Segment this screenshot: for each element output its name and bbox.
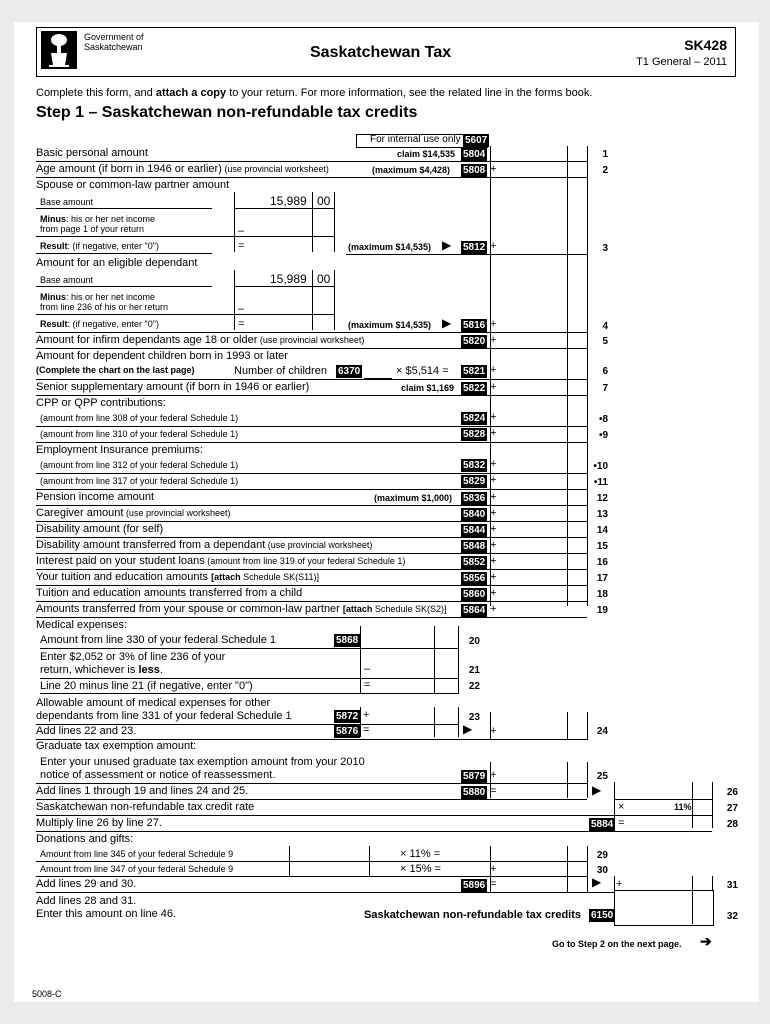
line-num-1: 1 bbox=[602, 149, 608, 160]
rate-value: 11% bbox=[674, 802, 692, 812]
line-num-28: 28 bbox=[726, 819, 738, 830]
code-5864: 5864 bbox=[463, 605, 486, 616]
intro-text bbox=[36, 87, 592, 99]
equals: = bbox=[618, 817, 625, 829]
line-num-19: 19 bbox=[596, 605, 608, 616]
result-text: : (if negative, enter "0") bbox=[67, 319, 159, 329]
line-2-input[interactable] bbox=[500, 164, 568, 177]
form-subtitle: T1 General – 2011 bbox=[636, 56, 727, 68]
internal-use-label: For internal use only bbox=[370, 134, 461, 145]
form-page bbox=[14, 22, 759, 1002]
code-5848: 5848 bbox=[463, 541, 486, 552]
code-6150: 6150 bbox=[591, 910, 614, 921]
sk-credits-label: Saskatchewan non-refundable tax credits bbox=[364, 909, 582, 921]
spouse-transfer-attach: [attach bbox=[342, 604, 373, 614]
plus: + bbox=[490, 318, 497, 330]
spouse-transfer-sched: Schedule SK(S2)] bbox=[372, 604, 447, 614]
plus: + bbox=[490, 571, 497, 583]
basic-claim: claim $14,535 bbox=[397, 149, 456, 159]
code-5840: 5840 bbox=[463, 509, 486, 520]
spouse-max: (maximum $14,535) bbox=[348, 242, 432, 252]
plus: + bbox=[490, 725, 497, 737]
eligible-minus-2: from line 236 of his or her return bbox=[40, 302, 169, 312]
rule bbox=[434, 707, 435, 737]
disability-label: Disability amount (for self) bbox=[36, 523, 164, 535]
grad-2: notice of assessment or notice of reassessment. bbox=[40, 769, 276, 781]
code-5808: 5808 bbox=[463, 165, 486, 176]
basic-label: Basic personal amount bbox=[36, 147, 148, 159]
code-5844: 5844 bbox=[463, 525, 486, 536]
spouse-base-dollars: 15,989 bbox=[270, 194, 307, 208]
disability-dep-text: Disability amount transferred from a dependant bbox=[36, 539, 266, 551]
line-num-8: •8 bbox=[598, 414, 608, 425]
caregiver-label bbox=[36, 507, 230, 519]
equals: = bbox=[490, 878, 497, 890]
line-num-17: 17 bbox=[596, 573, 608, 584]
rule bbox=[490, 876, 491, 892]
code-5822: 5822 bbox=[463, 383, 486, 394]
age-text: Age amount (if born in 1946 or earlier) bbox=[36, 163, 222, 175]
infirm-label bbox=[36, 334, 364, 346]
age-ws: (use provincial worksheet) bbox=[221, 164, 329, 174]
spouse-result bbox=[40, 241, 159, 251]
spouse-base-cents: 00 bbox=[317, 194, 331, 208]
cpp310-label: (amount from line 310 of your federal Schedule 1) bbox=[40, 429, 239, 439]
step-title: Step 1 – Saskatchewan non-refundable tax credits bbox=[36, 104, 418, 121]
tuition-label bbox=[36, 571, 319, 583]
plus: + bbox=[490, 769, 497, 781]
line-num-7: 7 bbox=[602, 383, 608, 394]
plus: + bbox=[490, 427, 497, 439]
rule bbox=[40, 648, 458, 649]
rule bbox=[36, 831, 712, 832]
num-children-label: Number of children bbox=[234, 365, 327, 377]
plus: + bbox=[490, 863, 497, 875]
minus-bold: Minus bbox=[40, 292, 66, 302]
equals: = bbox=[490, 785, 497, 797]
line-num-12: 12 bbox=[596, 493, 608, 504]
intro-pre: Complete this form, and bbox=[36, 87, 156, 99]
plus: + bbox=[490, 411, 497, 423]
rule bbox=[36, 395, 587, 396]
rule bbox=[36, 617, 587, 618]
line-32-input[interactable] bbox=[628, 908, 694, 922]
code-5820: 5820 bbox=[463, 336, 486, 347]
rule bbox=[234, 192, 235, 252]
line-num-10: •10 bbox=[593, 461, 608, 472]
code-5852: 5852 bbox=[463, 557, 486, 568]
intro-bold: attach a copy bbox=[155, 87, 227, 99]
line-num-20: 20 bbox=[468, 636, 480, 647]
med-enter-2 bbox=[40, 664, 163, 676]
plus: + bbox=[490, 240, 497, 252]
rule bbox=[36, 505, 587, 506]
result-bold: Result bbox=[40, 319, 68, 329]
minus-text: : his or her net income bbox=[66, 214, 156, 224]
result-bold: Result bbox=[40, 241, 68, 251]
add2831-label: Add lines 28 and 31. bbox=[36, 895, 137, 907]
line-num-6: 6 bbox=[602, 366, 608, 377]
rule bbox=[36, 442, 587, 443]
rule bbox=[36, 521, 587, 522]
rule bbox=[234, 286, 334, 287]
age-max: (maximum $4,428) bbox=[372, 165, 451, 175]
line-num-15: 15 bbox=[596, 541, 608, 552]
saskatchewan-logo bbox=[41, 31, 77, 69]
rule bbox=[36, 426, 587, 427]
rule bbox=[36, 236, 334, 237]
rule bbox=[346, 254, 587, 255]
interest-text: Interest paid on your student loans bbox=[36, 555, 205, 567]
line-num-13: 13 bbox=[596, 509, 608, 520]
children-rate: × $5,514 = bbox=[396, 365, 449, 377]
tuition-text: Your tuition and education amounts bbox=[36, 571, 212, 583]
arrow-right-icon: ▶ bbox=[592, 783, 602, 797]
code-5880: 5880 bbox=[463, 787, 486, 798]
rule bbox=[490, 712, 491, 740]
cpp-label: CPP or QPP contributions: bbox=[36, 397, 166, 409]
code-5829: 5829 bbox=[463, 476, 486, 487]
arrow-right-icon: ➔ bbox=[700, 933, 712, 949]
line-num-4: 4 bbox=[602, 321, 608, 332]
line-num-16: 16 bbox=[596, 557, 608, 568]
equals: = bbox=[238, 240, 245, 252]
med-enter-1: Enter $2,052 or 3% of line 236 of your bbox=[40, 651, 226, 663]
disability-dep-ws: (use provincial worksheet) bbox=[265, 540, 373, 550]
spouse-minus-2: from page 1 of your return bbox=[40, 224, 145, 234]
allowable-1: Allowable amount of medical expenses for other bbox=[36, 697, 271, 709]
grad-label: Graduate tax exemption amount: bbox=[36, 740, 197, 752]
grad-1: Enter your unused graduate tax exemption amount from your 2010 bbox=[40, 756, 365, 768]
line-num-29: 29 bbox=[596, 850, 608, 861]
eligible-base-label: Base amount bbox=[40, 275, 94, 285]
line-num-25: 25 bbox=[596, 771, 608, 782]
med330-label: Amount from line 330 of your federal Schedule 1 bbox=[40, 634, 277, 646]
caregiver-text: Caregiver amount bbox=[36, 507, 124, 519]
rule bbox=[36, 208, 212, 209]
caregiver-ws: (use provincial worksheet) bbox=[123, 508, 231, 518]
ei317-label: (amount from line 317 of your federal Schedule 1) bbox=[40, 476, 239, 486]
code-5860: 5860 bbox=[463, 589, 486, 600]
rule bbox=[434, 626, 435, 694]
senior-label: Senior supplementary amount (if born in 1946 or earlier) bbox=[36, 381, 310, 393]
arrow-right-icon: ▶ bbox=[442, 238, 452, 252]
interest-label bbox=[36, 555, 405, 567]
rule bbox=[614, 799, 712, 800]
code-5836: 5836 bbox=[463, 493, 486, 504]
rule bbox=[36, 601, 587, 602]
add2930-label: Add lines 29 and 30. bbox=[36, 878, 137, 890]
code-5816: 5816 bbox=[463, 320, 486, 331]
line-num-14: 14 bbox=[596, 525, 608, 536]
donations-label: Donations and gifts: bbox=[36, 833, 134, 845]
rule bbox=[36, 783, 587, 784]
num-children-input[interactable] bbox=[364, 365, 392, 379]
code-5607: 5607 bbox=[465, 135, 488, 146]
med-enter-2c: . bbox=[159, 664, 163, 676]
code-5812: 5812 bbox=[463, 242, 486, 253]
rule bbox=[36, 253, 212, 254]
form-title: Saskatchewan Tax bbox=[310, 44, 452, 61]
spouse-net-income-input[interactable] bbox=[246, 222, 314, 235]
med-enter-2b: less bbox=[138, 664, 160, 676]
age-label bbox=[36, 163, 329, 175]
eligible-base-cents: 00 bbox=[317, 272, 331, 286]
senior-claim: claim $1,169 bbox=[401, 383, 455, 393]
line-num-21: 21 bbox=[468, 665, 480, 676]
code-5872: 5872 bbox=[336, 711, 359, 722]
line-num-2: 2 bbox=[602, 165, 608, 176]
line-num-3: 3 bbox=[602, 243, 608, 254]
rule bbox=[36, 537, 587, 538]
code-5884: 5884 bbox=[591, 819, 614, 830]
multiply-label: Multiply line 26 by line 27. bbox=[36, 817, 162, 829]
don347-label: Amount from line 347 of your federal Schedule 9 bbox=[40, 864, 234, 874]
gov-name-line1: Government of bbox=[84, 32, 144, 42]
eligible-minus-1 bbox=[40, 292, 155, 302]
children-note: (Complete the chart on the last page) bbox=[36, 365, 195, 375]
code-5832: 5832 bbox=[463, 460, 486, 471]
allowable-2: dependants from line 331 of your federal Schedule 1 bbox=[36, 710, 292, 722]
interest-note: (amount from line 319 of your federal Schedule 1) bbox=[204, 556, 406, 566]
rule bbox=[36, 876, 587, 877]
rule bbox=[36, 314, 334, 315]
tuition-sched: Schedule SK(S11)] bbox=[240, 572, 320, 582]
minus-bold: Minus bbox=[40, 214, 66, 224]
wheat-sheaf-icon bbox=[41, 31, 77, 69]
rule bbox=[36, 861, 587, 862]
code-6370: 6370 bbox=[338, 366, 361, 377]
rule bbox=[587, 876, 588, 892]
code-5856: 5856 bbox=[463, 573, 486, 584]
eligible-result bbox=[40, 319, 159, 329]
intro-post: to your return. For more information, see the related line in the forms book. bbox=[226, 87, 593, 99]
plus: + bbox=[490, 555, 497, 567]
rule bbox=[40, 678, 458, 679]
rule bbox=[36, 177, 587, 178]
plus: + bbox=[490, 458, 497, 470]
pension-max: (maximum $1,000) bbox=[374, 493, 453, 503]
line-num-22: 22 bbox=[468, 681, 480, 692]
don345-label: Amount from line 345 of your federal Schedule 9 bbox=[40, 849, 234, 859]
arrow-right-icon: ▶ bbox=[463, 722, 473, 736]
medical-label: Medical expenses: bbox=[36, 619, 128, 631]
rate-label: Saskatchewan non-refundable tax credit rate bbox=[36, 801, 255, 813]
plus: + bbox=[490, 491, 497, 503]
form-code: SK428 bbox=[684, 37, 727, 53]
result-text: : (if negative, enter "0") bbox=[67, 241, 159, 251]
pension-label: Pension income amount bbox=[36, 491, 155, 503]
code-5804: 5804 bbox=[463, 149, 486, 160]
spouse-base-label: Base amount bbox=[40, 197, 94, 207]
rule bbox=[36, 161, 587, 162]
rule bbox=[36, 799, 587, 800]
enter46-label: Enter this amount on line 46. bbox=[36, 908, 177, 920]
rule bbox=[36, 332, 587, 333]
times: × bbox=[618, 801, 625, 813]
plus: + bbox=[490, 163, 497, 175]
line-num-11: •11 bbox=[593, 477, 608, 488]
line-num-27: 27 bbox=[726, 803, 738, 814]
line-num-31: 31 bbox=[726, 880, 738, 891]
plus: + bbox=[490, 507, 497, 519]
plus: + bbox=[490, 603, 497, 615]
equals: = bbox=[238, 318, 245, 330]
plus: + bbox=[490, 539, 497, 551]
rule bbox=[36, 892, 712, 893]
ei-label: Employment Insurance premiums: bbox=[36, 444, 203, 456]
rule bbox=[36, 348, 587, 349]
arrow-right-icon: ▶ bbox=[442, 316, 452, 330]
code-5896: 5896 bbox=[463, 880, 486, 891]
med-enter-2a: return, whichever is bbox=[40, 664, 139, 676]
code-5821: 5821 bbox=[463, 366, 486, 377]
plus: + bbox=[490, 587, 497, 599]
line-1-input[interactable] bbox=[492, 148, 568, 161]
ei312-label: (amount from line 312 of your federal Schedule 1) bbox=[40, 460, 239, 470]
spouse-minus-1 bbox=[40, 214, 155, 224]
tuition-child-label: Tuition and education amounts transferred from a child bbox=[36, 587, 303, 599]
cpp308-label: (amount from line 308 of your federal Schedule 1) bbox=[40, 413, 239, 423]
line-num-26: 26 bbox=[726, 787, 738, 798]
line-num-32: 32 bbox=[726, 911, 738, 922]
tuition-attach: [attach bbox=[211, 572, 241, 582]
rule bbox=[234, 270, 235, 330]
line-num-9: •9 bbox=[598, 430, 608, 441]
line-num-18: 18 bbox=[596, 589, 608, 600]
minus-sign: – bbox=[364, 663, 371, 675]
dependant-net-income-input[interactable] bbox=[246, 300, 314, 313]
minus-sign: – bbox=[238, 303, 245, 315]
form-number: 5008-C bbox=[32, 989, 62, 999]
rule bbox=[234, 208, 334, 209]
infirm-ws: (use provincial worksheet) bbox=[257, 335, 365, 345]
line-num-5: 5 bbox=[602, 336, 608, 347]
infirm-text: Amount for infirm dependants age 18 or older bbox=[36, 334, 258, 346]
disability-dep-label bbox=[36, 539, 372, 551]
rule bbox=[334, 192, 335, 252]
minus-sign: – bbox=[238, 225, 245, 237]
equals: = bbox=[364, 679, 371, 691]
eligible-label: Amount for an eligible dependant bbox=[36, 257, 198, 269]
rule bbox=[36, 473, 587, 474]
pct11: × 11% = bbox=[400, 848, 441, 860]
minus-text: : his or her net income bbox=[66, 292, 156, 302]
code-5879: 5879 bbox=[463, 771, 486, 782]
equals: = bbox=[363, 724, 370, 736]
rule bbox=[36, 489, 587, 490]
med-line20-label: Line 20 minus line 21 (if negative, enter "0") bbox=[40, 680, 253, 692]
code-5876: 5876 bbox=[336, 726, 359, 737]
plus: + bbox=[490, 364, 497, 376]
plus: + bbox=[616, 878, 623, 890]
line-num-24: 24 bbox=[596, 726, 608, 737]
spouse-transfer-label bbox=[36, 603, 446, 615]
rule bbox=[36, 585, 587, 586]
rule bbox=[567, 876, 568, 892]
code-5868: 5868 bbox=[336, 635, 359, 646]
eligible-max: (maximum $14,535) bbox=[348, 320, 432, 330]
rule bbox=[36, 286, 212, 287]
plus: + bbox=[490, 381, 497, 393]
code-5828: 5828 bbox=[463, 429, 486, 440]
plus: + bbox=[490, 334, 497, 346]
rule bbox=[36, 553, 587, 554]
rule bbox=[712, 782, 713, 828]
gov-name-line2: Saskatchewan bbox=[84, 42, 143, 52]
rule bbox=[36, 815, 712, 816]
arrow-right-icon: ▶ bbox=[592, 875, 602, 889]
code-5824: 5824 bbox=[463, 413, 486, 424]
plus: + bbox=[490, 474, 497, 486]
spouse-transfer-text: Amounts transferred from your spouse or common-law partner bbox=[36, 603, 343, 615]
next-page-note: Go to Step 2 on the next page. bbox=[552, 939, 682, 949]
plus: + bbox=[363, 709, 370, 721]
children-label: Amount for dependent children born in 1993 or later bbox=[36, 350, 288, 362]
rule bbox=[334, 270, 335, 330]
spouse-label: Spouse or common-law partner amount bbox=[36, 179, 230, 191]
rule bbox=[567, 762, 568, 798]
rule bbox=[40, 693, 458, 694]
line-num-30: 30 bbox=[596, 865, 608, 876]
add2223-label: Add lines 22 and 23. bbox=[36, 725, 137, 737]
rule bbox=[36, 569, 587, 570]
add119-label: Add lines 1 through 19 and lines 24 and 25. bbox=[36, 785, 249, 797]
eligible-base-dollars: 15,989 bbox=[270, 272, 307, 286]
plus: + bbox=[490, 523, 497, 535]
pct15: × 15% = bbox=[400, 863, 441, 875]
rule bbox=[36, 379, 587, 380]
line-num-23: 23 bbox=[468, 712, 480, 723]
rule bbox=[692, 782, 693, 828]
rule bbox=[567, 712, 568, 740]
